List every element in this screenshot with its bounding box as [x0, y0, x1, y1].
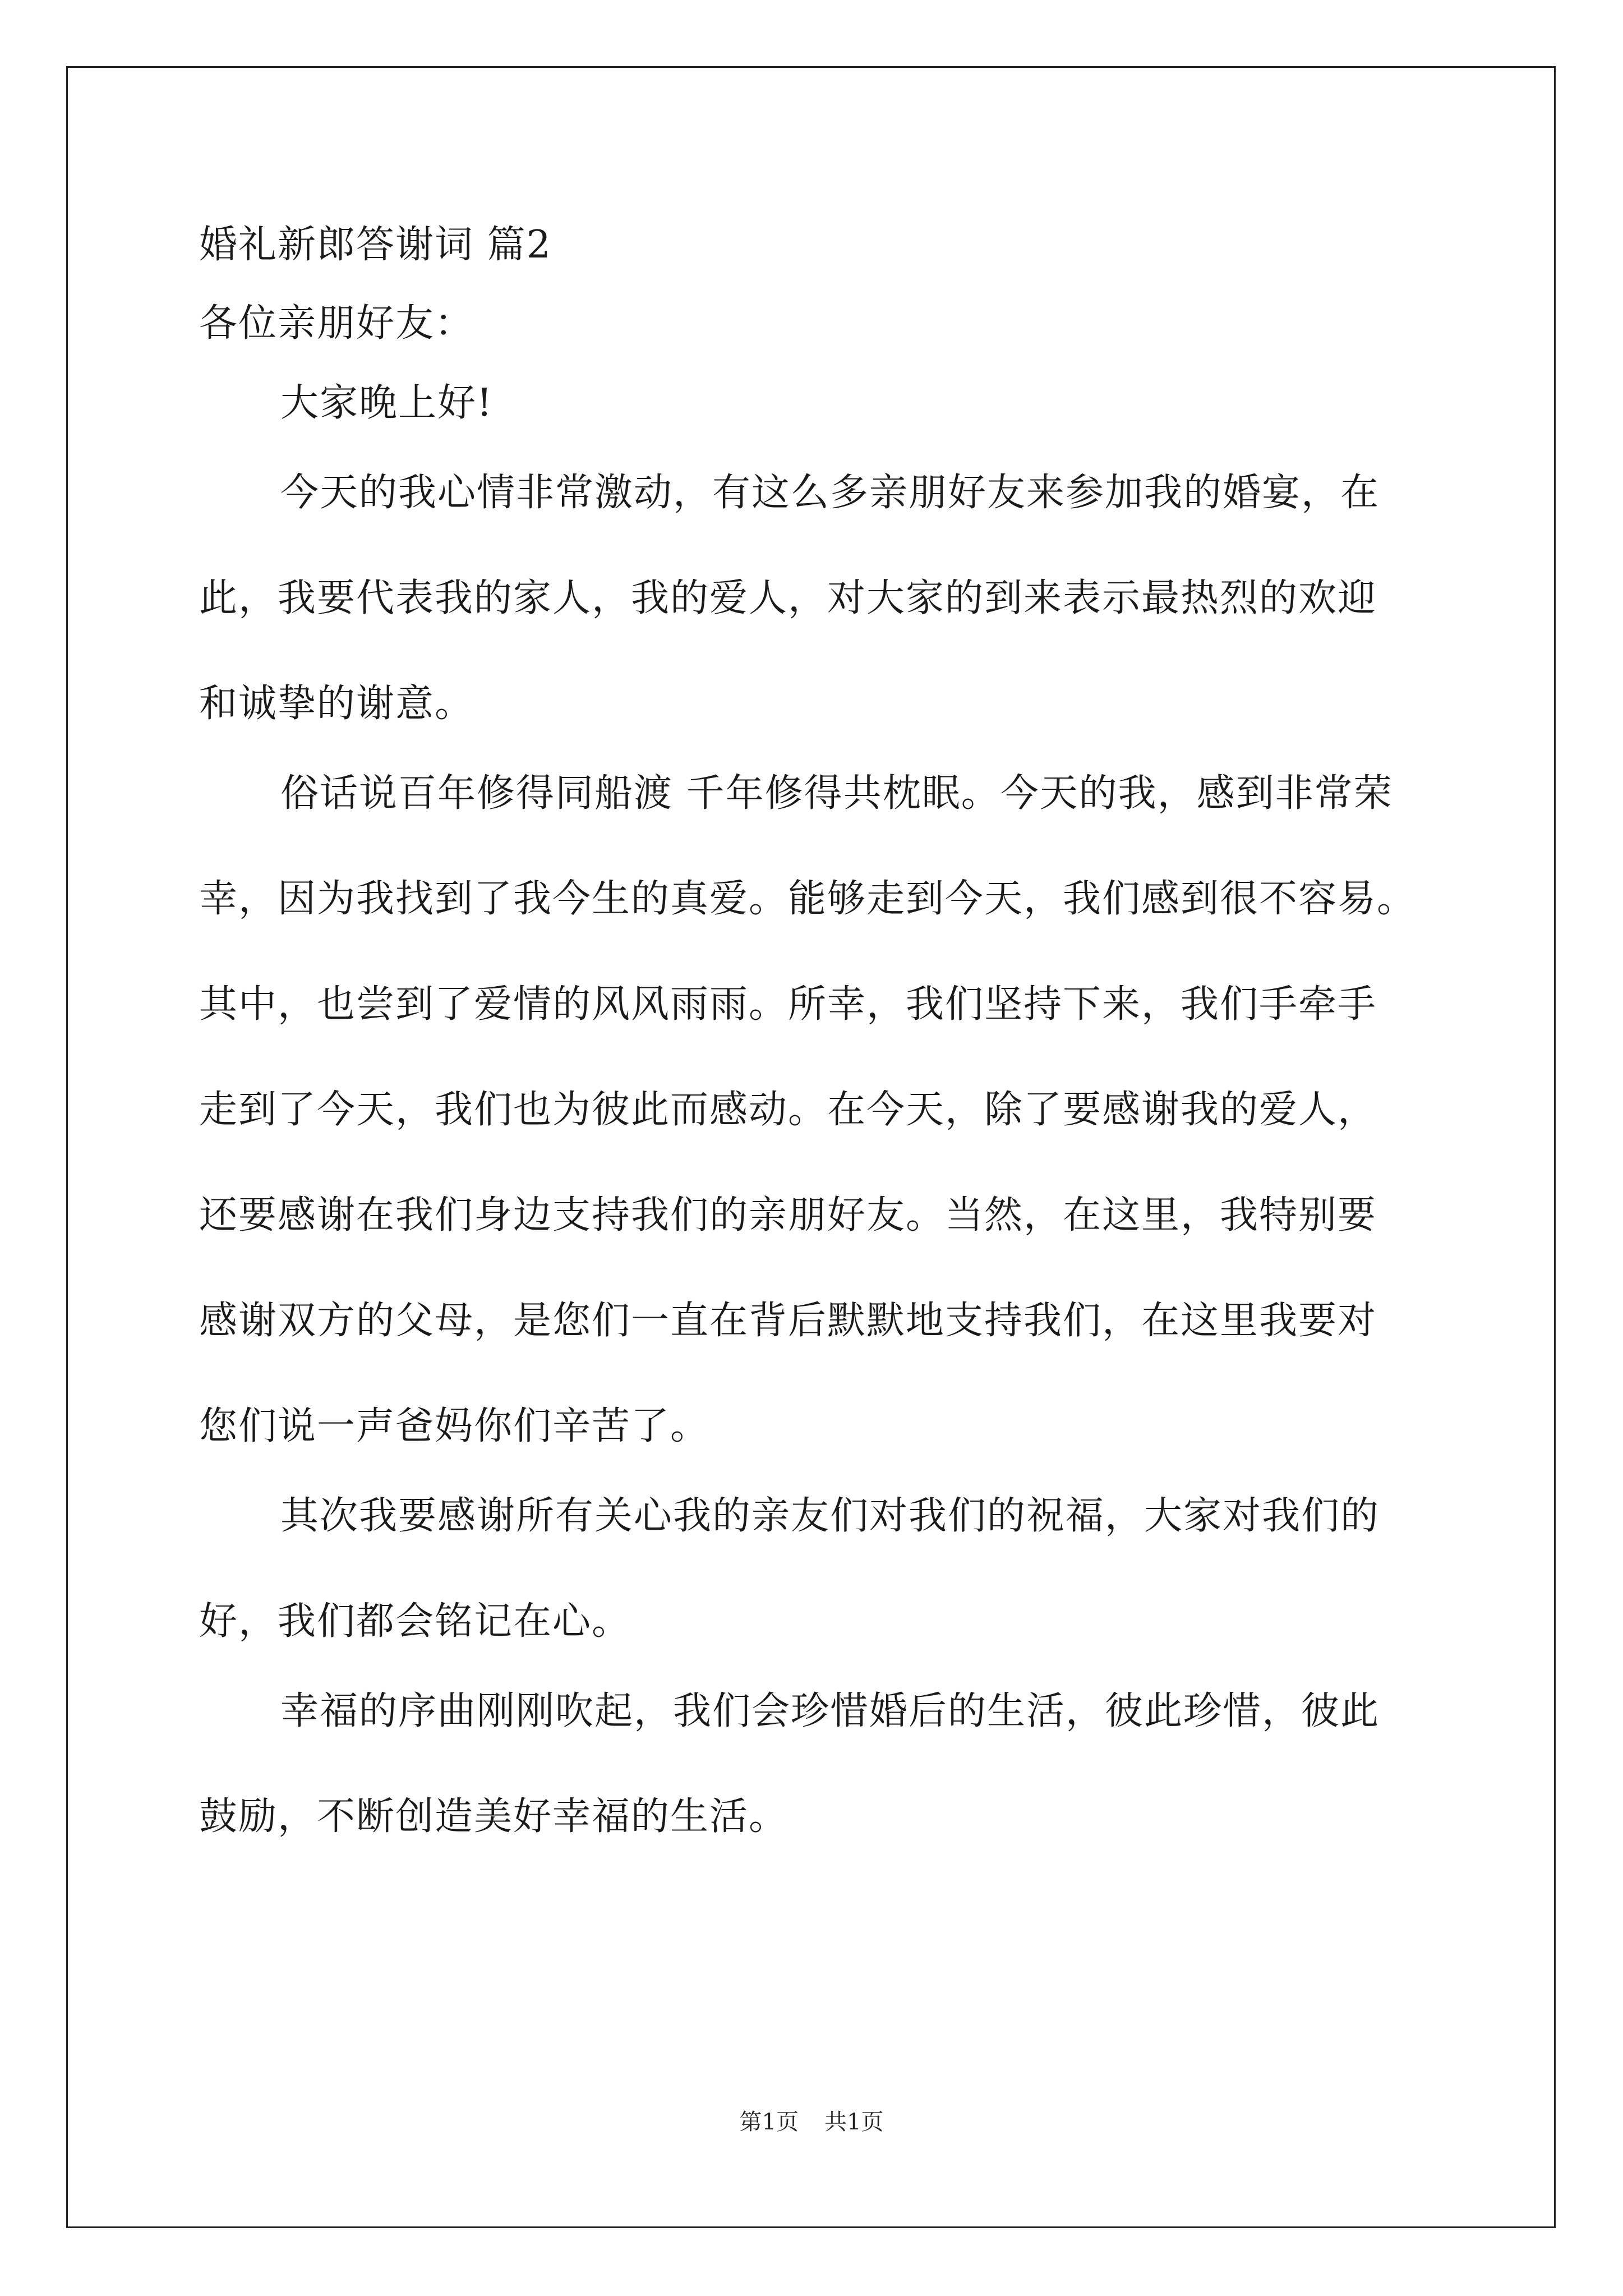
paragraph-line: 此，我要代表我的家人，我的爱人，对大家的到来表示最热烈的欢迎 [199, 576, 1377, 620]
paragraph-closing [199, 1686, 1433, 1842]
paragraph-line: 幸福的序曲刚刚吹起，我们会珍惜婚后的生活，彼此珍惜，彼此 [280, 1689, 1380, 1733]
salutation: 各位亲朋好友： [199, 301, 474, 346]
document-body [199, 220, 1433, 1881]
paragraph-welcome [199, 468, 1433, 729]
paragraph-greeting [199, 378, 1433, 429]
page-total: 共1页 [824, 2109, 884, 2135]
paragraph-line: 幸，因为我找到了我今生的真爱。能够走到今天，我们感到很不容易。 [199, 877, 1417, 921]
page-number: 第1页 [739, 2109, 799, 2135]
paragraph-line: 走到了今天，我们也为彼此而感动。在今天，除了要感谢我的爱人， [199, 1088, 1377, 1132]
paragraph-line: 其次我要感谢所有关心我的亲友们对我们的祝福，大家对我们的 [280, 1494, 1380, 1538]
page-footer [0, 2108, 1623, 2136]
paragraph-line: 俗话说百年修得同船渡 千年修得共枕眠。今天的我，感到非常荣 [280, 771, 1393, 816]
paragraph-line: 大家晚上好! [280, 381, 494, 425]
paragraph-line: 今天的我心情非常激动，有这么多亲朋好友来参加我的婚宴，在 [280, 471, 1380, 515]
paragraph-gratitude [199, 769, 1433, 1452]
document-title: 婚礼新郎答谢词 篇2 [199, 223, 552, 267]
paragraph-line: 还要感谢在我们身边支持我们的亲朋好友。当然，在这里，我特别要 [199, 1193, 1377, 1237]
paragraph-line: 鼓励，不断创造美好幸福的生活。 [199, 1795, 789, 1839]
paragraph-line: 好，我们都会铭记在心。 [199, 1599, 631, 1644]
paragraph-line: 感谢双方的父母，是您们一直在背后默默地支持我们，在这里我要对 [199, 1299, 1377, 1343]
paragraph-line: 其中，也尝到了爱情的风风雨雨。所幸，我们坚持下来，我们手牵手 [199, 982, 1377, 1027]
paragraph-thanks-friends [199, 1491, 1433, 1647]
paragraph-line: 和诚挚的谢意。 [199, 682, 474, 726]
paragraph-line: 您们说一声爸妈你们辛苦了。 [199, 1404, 710, 1448]
